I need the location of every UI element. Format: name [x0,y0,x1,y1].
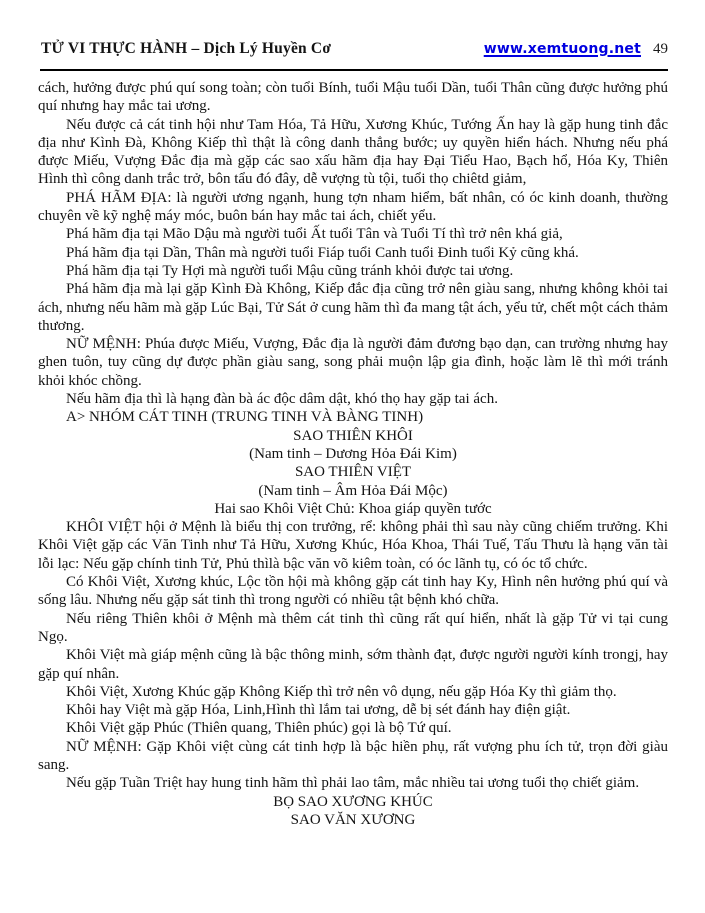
paragraph: cách, hưởng được phú quí song toàn; còn tuổi Bính, tuổi Mậu tuổi Dần, tuổi Thân cũng được hưởng phú quí nhưng hay mắc tai ương. [38,80,668,115]
paragraph: Phá hãm địa tại Ty Hợi mà người tuổi Mậu cũng tránh khỏi được tai ương. [66,262,514,279]
paragraph: Khôi hay Việt mà gặp Hóa, Linh,Hình thì lắm tai ương, dễ bị sét đánh hay điện giật. [66,702,571,719]
paragraph: PHÁ HÃM ĐỊA: là người ương ngạnh, hung tợn nham hiểm, bất nhân, có óc kinh doanh, thường chuyên về kỹ nghệ máy móc, buôn bán hay mắc tai ách, chiết yểu. [38,189,668,225]
paragraph: Khôi Việt gặp Phúc (Thiên quang, Thiên phúc) gọi là bộ Tứ quí. [66,720,452,737]
paragraph: Khôi Việt mà giáp mệnh cũng là bậc thông minh, sớm thành đạt, được người người kính trongj, hay gặp quí nhân. [38,647,668,682]
document-body [38,79,668,829]
page-number: 49 [653,41,668,57]
paragraph: (Nam tinh – Dương Hỏa Đái Kim) [249,445,457,462]
website-link[interactable]: www.xemtuong.net [483,41,641,57]
paragraph: NỮ MỆNH: Phúa được Miếu, Vượng, Đắc địa là người đảm đương bạo dạn, can trường nhưng hay ghen tuôn, tuy cũng dự được phần giàu sang, song phải muộn lập gia đình, hoặc làm lẽ thì mới tránh khỏi khóc chồng. [38,336,668,389]
paragraph: NỮ MỆNH: Gặp Khôi việt cùng cát tinh hợp là bậc hiền phụ, rất vượng phu ích tử, trọn đời giàu sang. [38,738,668,773]
paragraph: Nếu hãm địa thì là hạng đàn bà ác độc dâm dật, khó thọ hay gặp tai ách. [66,391,498,408]
header-right [484,41,668,58]
page-header [41,40,668,58]
paragraph: SAO THIÊN KHÔI [293,427,413,444]
paragraph: (Nam tinh – Âm Hỏa Đái Mộc) [258,482,448,499]
paragraph: KHÔI VIỆT hội ở Mệnh là biểu thị con trưởng, rể: không phải thì sau này cũng chiếm trưởng. Khi Khôi Việt gặp các Văn Tinh như Tả Hữu, Xương Khúc, Hóa Khoa, Thái Tuế, Tấu Thưu là hạng văn tài lỗi lạc: Nếu gặp chính tinh Tử, Phủ thìlà bậc văn võ kiêm toàn, có óc lãnh tụ, có óc tổ chức. [38,519,668,572]
paragraph: SAO VĂN XƯƠNG [290,811,416,828]
header-divider [40,69,668,71]
paragraph: A> NHÓM CÁT TINH (TRUNG TINH VÀ BÀNG TINH) [66,409,424,426]
paragraph: SAO THIÊN VIỆT [294,464,412,481]
paragraph: BỌ SAO XƯƠNG KHÚC [273,793,433,810]
header-title: TỬ VI THỰC HÀNH – Dịch Lý Huyền Cơ [41,40,332,57]
paragraph: Nếu gặp Tuần Triệt hay hung tinh hãm thì phải lao tâm, mắc nhiều tai ương tuổi thọ chiết giảm. [66,775,640,792]
paragraph: Hai sao Khôi Việt Chủ: Khoa giáp quyền tước [214,500,492,517]
paragraph: Phá hãm địa mà lại gặp Kình Đà Không, Kiếp đắc địa cũng trở nên giàu sang, nhưng không khỏi tai ách, nhưng nếu hãm mà gặp Lúc Bại, Tử Sát ở cung hãm thì đa mang tật ách, yểu tử, chết một cách thảm thương. [38,281,668,334]
paragraph: Nếu riêng Thiên khôi ở Mệnh mà thêm cát tinh thì cũng rất quí hiển, nhất là gặp Tử vi tại cung Ngọ. [38,610,668,645]
paragraph: Phá hãm địa tại Mão Dậu mà người tuổi Ất tuổi Tân và Tuổi Tí thì trở nên khá giả, [66,226,563,243]
paragraph: Nếu được cả cát tinh hội như Tam Hóa, Tả Hữu, Xương Khúc, Tướng Ấn hay là gặp hung tinh đắc địa như Kình Đà, Không Kiếp thì thật là công danh thẳng bước; uy quyền hiển hách. Nhưng nếu phá được Miếu, Vượng Đắc địa mà gặp các sao xấu hãm địa hay Đại Tiểu Hao, Bạch hổ, Hóa Ky, Thiên Hình thì công danh trắc trở, bôn tẩu đó đây, dễ vượng tù tội, tuổi thọ chiêtd giảm, [38,116,668,188]
paragraph: Có Khôi Việt, Xương khúc, Lộc tồn hội mà không gặp cát tinh hay Ky, Hình nên hưởng phú quí và sống lâu. Nhưng nếu gặp sát tinh thì trong người có nhiều tật bệnh khó chữa. [38,574,668,609]
paragraph: Phá hãm địa tại Dần, Thân mà người tuổi Fiáp tuổi Canh tuổi Đinh tuổi Kỷ cũng khá. [66,244,579,261]
paragraph: Khôi Việt, Xương Khúc gặp Không Kiếp thì trở nên vô dụng, nếu gặp Hóa Ky thì giảm thọ. [66,683,617,700]
